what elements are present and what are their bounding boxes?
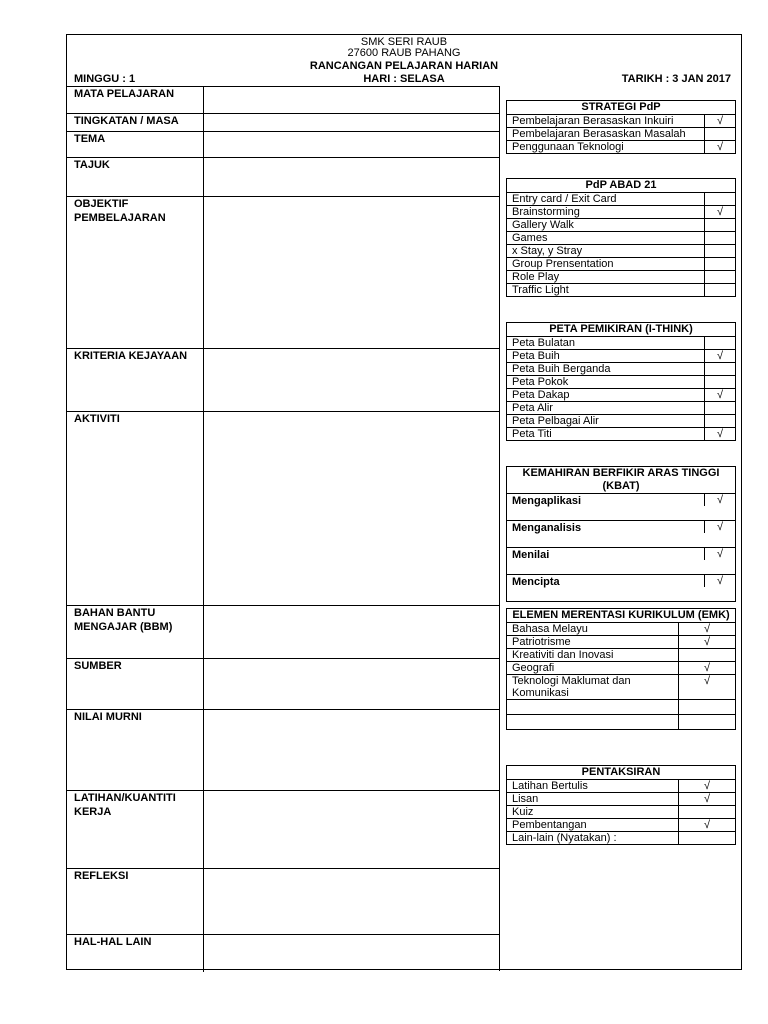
row-tajuk <box>67 158 499 197</box>
item-label: Brainstorming <box>512 206 580 218</box>
row-label: AKTIVITI <box>74 413 120 425</box>
row-label: HAL-HAL LAIN <box>74 936 152 948</box>
row-sumber <box>67 659 499 710</box>
checkmark-cell[interactable]: √ <box>704 350 735 362</box>
row-bbm <box>67 606 499 659</box>
checkmark-cell[interactable] <box>704 128 735 140</box>
row-value-cell[interactable] <box>203 349 499 411</box>
box-title: PENTAKSIRAN <box>507 766 735 780</box>
list-item <box>507 649 735 662</box>
item-label: Lisan <box>512 793 539 805</box>
list-item <box>507 675 735 700</box>
checkmark-cell[interactable]: √ <box>678 662 735 674</box>
list-item <box>507 258 735 271</box>
item-label: Traffic Light <box>512 284 569 296</box>
row-value-cell[interactable] <box>203 132 499 157</box>
item-label: Lain-lain (Nyatakan) : <box>512 832 617 844</box>
tarikh-label: TARIKH : 3 JAN 2017 <box>621 73 731 85</box>
row-kriteria <box>67 349 499 412</box>
item-label: Group Prensentation <box>512 258 614 270</box>
peta-pemikiran-box <box>506 322 736 441</box>
checkmark-cell[interactable] <box>678 806 735 818</box>
item-label: Peta Pelbagai Alir <box>512 415 599 427</box>
list-item <box>507 350 735 363</box>
checkmark-cell[interactable] <box>704 271 735 283</box>
row-label: LATIHAN/KUANTITI KERJA <box>74 792 176 818</box>
item-label: Penggunaan Teknologi <box>512 141 624 153</box>
list-item <box>507 376 735 389</box>
list-item <box>507 662 735 675</box>
list-item <box>507 428 735 440</box>
checkmark-cell[interactable]: √ <box>678 780 735 792</box>
list-item <box>507 780 735 793</box>
checkmark-cell[interactable] <box>704 337 735 349</box>
item-label: Teknologi Maklumat dan Komunikasi <box>512 675 631 699</box>
row-value-cell[interactable] <box>203 87 499 113</box>
list-item <box>507 389 735 402</box>
item-label: Mengaplikasi <box>512 495 582 507</box>
list-item <box>507 402 735 415</box>
row-label: MATA PELAJARAN <box>74 88 175 100</box>
item-label: Games <box>512 232 548 244</box>
item-label <box>507 715 678 729</box>
list-item <box>507 521 735 548</box>
checkmark-cell[interactable]: √ <box>704 575 735 587</box>
list-item <box>507 415 735 428</box>
minggu-label: MINGGU : 1 <box>74 73 136 85</box>
row-value-cell[interactable] <box>203 791 499 868</box>
row-value-cell[interactable] <box>203 197 499 348</box>
checkmark-cell[interactable]: √ <box>678 623 735 635</box>
checkmark-cell[interactable] <box>704 232 735 244</box>
row-objektif <box>67 197 499 349</box>
checkmark-cell[interactable]: √ <box>704 141 735 153</box>
row-label: TINGKATAN / MASA <box>74 115 179 127</box>
item-label: Latihan Bertulis <box>512 780 588 792</box>
checkmark-cell[interactable]: √ <box>704 389 735 401</box>
list-item <box>507 623 735 636</box>
checkmark-cell[interactable]: √ <box>704 428 735 440</box>
item-label: Peta Alir <box>512 402 553 414</box>
list-item <box>507 363 735 376</box>
row-value-cell[interactable] <box>203 659 499 709</box>
list-item <box>507 548 735 575</box>
list-item <box>507 219 735 232</box>
item-label: Entry card / Exit Card <box>512 193 617 205</box>
school-address: 27600 RAUB PAHANG <box>347 47 461 59</box>
row-label: BAHAN BANTU MENGAJAR (BBM) <box>74 607 173 633</box>
checkmark-cell[interactable]: √ <box>704 115 735 127</box>
document-title: RANCANGAN PELAJARAN HARIAN <box>309 60 499 72</box>
checkmark-cell[interactable] <box>704 193 735 205</box>
item-label: Peta Dakap <box>512 389 570 401</box>
item-label: x Stay, y Stray <box>512 245 583 257</box>
list-item <box>507 128 735 141</box>
row-label: OBJEKTIF PEMBELAJARAN <box>74 198 166 224</box>
row-value-cell[interactable] <box>203 869 499 934</box>
checkmark-cell[interactable]: √ <box>678 636 735 648</box>
pdp-abad-21-box <box>506 178 736 297</box>
list-item <box>507 636 735 649</box>
checkmark-cell[interactable] <box>704 284 735 296</box>
box-title: PETA PEMIKIRAN (I-THINK) <box>507 323 735 337</box>
checkmark-cell[interactable] <box>678 715 735 729</box>
row-label: TAJUK <box>74 159 110 171</box>
item-label: Peta Pokok <box>512 376 569 388</box>
item-label: Bahasa Melayu <box>512 623 588 635</box>
box-title: KEMAHIRAN BERFIKIR ARAS TINGGI (KBAT) <box>507 467 735 494</box>
row-label: KRITERIA KEJAYAAN <box>74 350 188 362</box>
item-label: Mencipta <box>512 576 560 588</box>
item-label: Peta Bulatan <box>512 337 575 349</box>
checkmark-cell[interactable] <box>678 649 735 661</box>
list-item <box>507 337 735 350</box>
hari-label: HARI : SELASA <box>363 73 445 85</box>
list-item <box>507 793 735 806</box>
lesson-details-table <box>67 86 500 971</box>
row-latihan <box>67 791 499 869</box>
row-tema <box>67 132 499 158</box>
checkmark-cell[interactable]: √ <box>704 521 735 533</box>
checkmark-cell[interactable] <box>704 376 735 388</box>
checkmark-cell[interactable] <box>704 415 735 427</box>
item-label: Gallery Walk <box>512 219 574 231</box>
row-nilai-murni <box>67 710 499 791</box>
row-refleksi <box>67 869 499 935</box>
row-hal-hal-lain <box>67 935 499 972</box>
item-label: Patriotrisme <box>512 636 571 648</box>
strategi-pdp-box <box>506 100 736 154</box>
item-label: Pembentangan <box>512 819 587 831</box>
row-label: NILAI MURNI <box>74 711 142 723</box>
list-item <box>507 232 735 245</box>
list-item <box>507 715 735 729</box>
item-label: Menganalisis <box>512 522 582 534</box>
kbat-box <box>506 466 736 602</box>
list-item <box>507 284 735 296</box>
checkmark-cell[interactable]: √ <box>704 206 735 218</box>
box-title: STRATEGI PdP <box>507 101 735 115</box>
item-label: Pembelajaran Berasaskan Masalah <box>512 128 686 140</box>
checkmark-cell[interactable] <box>704 258 735 270</box>
row-value-cell[interactable] <box>203 412 499 605</box>
row-value-cell[interactable] <box>203 114 499 131</box>
row-value-cell[interactable] <box>203 606 499 658</box>
item-label: Kuiz <box>512 806 534 818</box>
item-label: Role Play <box>512 271 560 283</box>
checkmark-cell[interactable]: √ <box>678 675 735 699</box>
checkmark-cell[interactable] <box>704 245 735 257</box>
item-label: Peta Buih <box>512 350 560 362</box>
list-item <box>507 141 735 153</box>
row-value-cell[interactable] <box>203 935 499 972</box>
checkmark-cell[interactable]: √ <box>704 494 735 506</box>
list-item <box>507 115 735 128</box>
checkmark-cell[interactable]: √ <box>678 819 735 831</box>
list-item <box>507 832 735 844</box>
list-item <box>507 271 735 284</box>
box-title: ELEMEN MERENTASI KURIKULUM (EMK) <box>507 609 735 623</box>
item-label: Peta Buih Berganda <box>512 363 611 375</box>
item-label: Geografi <box>512 662 555 674</box>
checkmark-cell[interactable] <box>678 700 735 714</box>
list-item <box>507 819 735 832</box>
list-item <box>507 806 735 819</box>
row-tingkatan-masa <box>67 114 499 132</box>
box-title: PdP ABAD 21 <box>507 179 735 193</box>
row-aktiviti <box>67 412 499 606</box>
pentaksiran-box <box>506 765 736 845</box>
checkmark-cell[interactable] <box>704 219 735 231</box>
emk-box <box>506 608 736 730</box>
lesson-plan-sheet <box>66 34 742 970</box>
checkmark-cell[interactable]: √ <box>704 548 735 560</box>
checkmark-cell[interactable] <box>704 363 735 375</box>
school-name: SMK SERI RAUB <box>360 36 448 48</box>
checkmark-cell[interactable] <box>704 402 735 414</box>
list-item <box>507 494 735 521</box>
row-label: SUMBER <box>74 660 122 672</box>
row-label: REFLEKSI <box>74 870 129 882</box>
row-label: TEMA <box>74 133 106 145</box>
checkmark-cell[interactable] <box>678 832 735 844</box>
row-value-cell[interactable] <box>203 158 499 196</box>
item-label: Kreativiti dan Inovasi <box>512 649 614 661</box>
item-label <box>507 700 678 714</box>
checkmark-cell[interactable]: √ <box>678 793 735 805</box>
item-label: Pembelajaran Berasaskan Inkuiri <box>512 115 674 127</box>
list-item <box>507 575 735 601</box>
list-item <box>507 206 735 219</box>
list-item <box>507 700 735 715</box>
list-item <box>507 245 735 258</box>
item-label: Peta Titi <box>512 428 552 440</box>
row-value-cell[interactable] <box>203 710 499 790</box>
list-item <box>507 193 735 206</box>
item-label: Menilai <box>512 549 550 561</box>
row-mata-pelajaran <box>67 87 499 114</box>
